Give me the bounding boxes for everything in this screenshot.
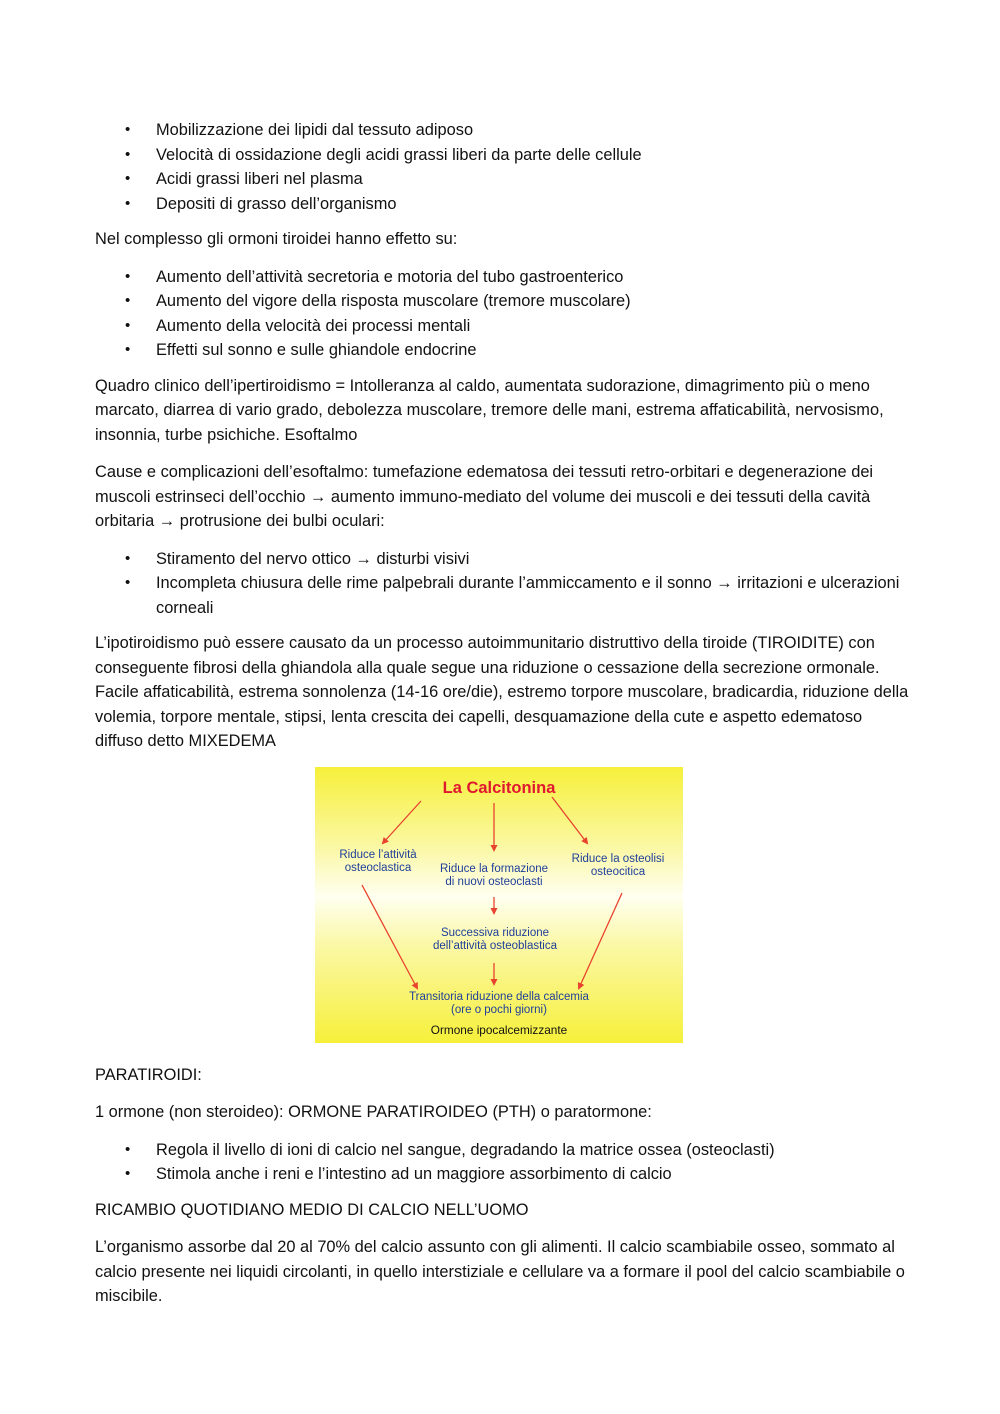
- list-item: • Effetti sul sonno e sulle ghiandole endocrine: [95, 338, 910, 363]
- paragraph-ormone-paratiroideo: 1 ormone (non steroideo): ORMONE PARATIROIDEO (PTH) o paratormone:: [95, 1103, 652, 1121]
- list-item: • Mobilizzazione dei lipidi dal tessuto adiposo: [95, 118, 910, 143]
- bullet-list-lipidi: [95, 118, 910, 216]
- bullet-list-pth: [95, 1138, 910, 1187]
- bullet-icon: •: [125, 341, 131, 358]
- bullet-list-effetti: [95, 265, 910, 363]
- paragraph-quadro-clinico: Quadro clinico dell’ipertiroidismo = Intolleranza al caldo, aumentata sudorazione, dimagrimento più o meno marcato, diarrea di vario grado, debolezza muscolare, tremore delle mani, estrema affaticabilità, nervosismo, insonnia, turbe psichiche. Esoftalmo: [95, 376, 884, 444]
- diagram-node-left: Riduce l’attività osteoclastica: [339, 848, 417, 874]
- list-item: • Regola il livello di ioni di calcio nel sangue, degradando la matrice ossea (osteoclasti): [95, 1138, 910, 1163]
- paragraph-paratiroidi: PARATIROIDI:: [95, 1065, 202, 1084]
- list-item: • Aumento della velocità dei processi mentali: [95, 314, 910, 339]
- list-item: • Acidi grassi liberi nel plasma: [95, 167, 910, 192]
- bullet-icon: •: [125, 267, 131, 285]
- bullet-icon: •: [125, 574, 131, 591]
- list-item: • Aumento dell’attività secretoria e motoria del tubo gastroenterico: [95, 265, 910, 290]
- bullet-icon: •: [125, 145, 131, 163]
- bullet-icon: •: [125, 1140, 131, 1158]
- paragraph-ipotiroidismo: L’ipotiroidismo può essere causato da un processo autoimmunitario distruttivo della tiroide (TIROIDITE) con conseguente fibrosi della ghiandola alla quale segue una riduzione o cessazione della secrezione ormonale. Facile affaticabilità, estrema sonnolenza (14-16 ore/die), estremo torpore muscolare, bradicardia, riduzione della volemia, torpore mentale, stipsi, lenta crescita dei capelli, desquamazione della cute e aspetto edematoso diffuso detto MIXEDEMA: [95, 634, 909, 750]
- calcitonina-diagram: [315, 767, 683, 1043]
- paragraph-complesso: Nel complesso gli ormoni tiroidei hanno effetto su:: [95, 230, 458, 248]
- arrow-to-left: [383, 801, 421, 843]
- bullet-icon: •: [125, 292, 131, 309]
- list-item: • Stiramento del nervo ottico → disturbi visivi: [95, 547, 910, 572]
- list-item: • Stimola anche i reni e l’intestino ad un maggiore assorbimento di calcio: [95, 1162, 910, 1187]
- paragraph-assorbimento: L’organismo assorbe dal 20 al 70% del calcio assunto con gli alimenti. Il calcio scambiabile osseo, sommato al calcio presente nei liquidi circolanti, in quello interstiziale e cellulare va a formare il pool del calcio scambiabile o miscibile.: [95, 1238, 905, 1305]
- diagram-node-middle: Successiva riduzione dell’attività osteoblastica: [432, 926, 557, 952]
- list-item: • Incompleta chiusura delle rime palpebrali durante l’ammiccamento e il sonno → irritazioni e ulcerazioni corneali: [95, 571, 910, 620]
- arrow-right-to-bottom: [579, 893, 622, 988]
- bullet-icon: •: [125, 194, 131, 212]
- arrow-to-right: [552, 797, 587, 843]
- paragraph-ricambio-calcio: RICAMBIO QUOTIDIANO MEDIO DI CALCIO NELL’UOMO: [95, 1200, 529, 1219]
- arrow-left-to-bottom: [362, 885, 417, 988]
- diagram-caption: Ormone ipocalcemizzante: [430, 1022, 568, 1037]
- bullet-icon: •: [125, 1165, 131, 1182]
- list-item: • Depositi di grasso dell’organismo: [95, 192, 910, 217]
- bullet-icon: •: [125, 549, 131, 567]
- bullet-list-complicazioni: [95, 547, 910, 621]
- bullet-icon: •: [125, 121, 131, 138]
- list-item: • Aumento del vigore della risposta muscolare (tremore muscolare): [95, 289, 910, 314]
- figure-container: [95, 767, 910, 1043]
- bullet-icon: •: [125, 316, 131, 334]
- diagram-node-right: Riduce la osteolisi osteocitica: [571, 852, 665, 878]
- bullet-icon: •: [125, 170, 131, 187]
- diagram-title: La Calcitonina: [442, 778, 556, 797]
- list-item: • Velocità di ossidazione degli acidi grassi liberi da parte delle cellule: [95, 143, 910, 168]
- paragraph-cause-esoftalmo: Cause e complicazioni dell’esoftalmo: tumefazione edematosa dei tessuti retro-orbitari e degenerazione dei muscoli estrinseci dell’occhio → aumento immuno-mediato del volume dei muscoli e dei tessuti della cavità orbitaria → protrusione dei bulbi oculari:: [95, 463, 874, 530]
- diagram-node-bottom: Transitoria riduzione della calcemia (ore o pochi giorni): [409, 990, 589, 1016]
- document-body: [95, 118, 910, 1322]
- diagram-node-center: Riduce la formazione di nuovi osteoclasti: [439, 862, 549, 888]
